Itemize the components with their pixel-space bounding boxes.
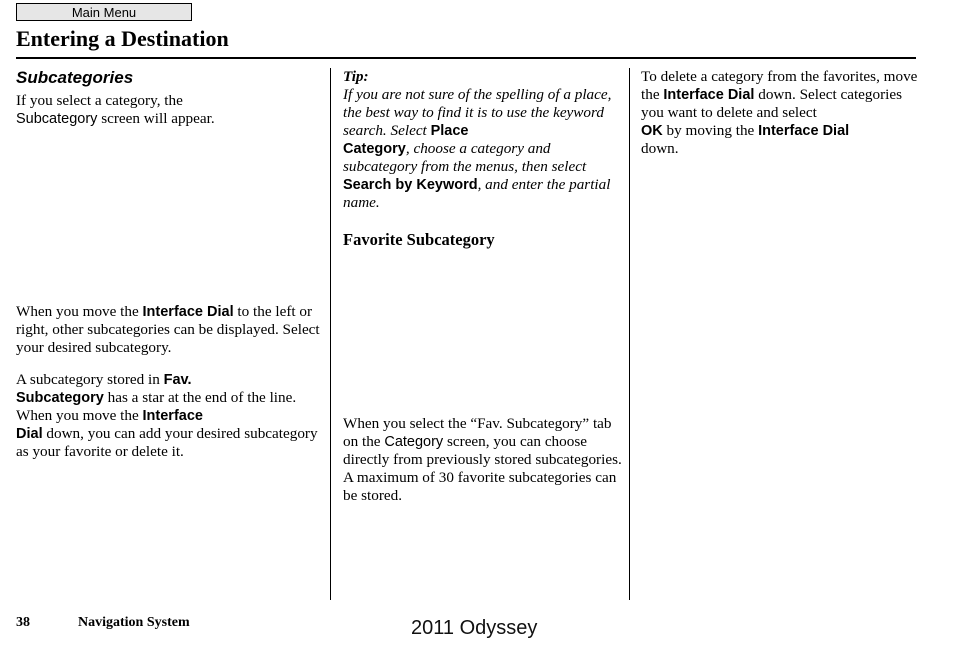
text: by moving the — [662, 122, 759, 139]
column-1-lower — [16, 303, 322, 461]
favorite-subcategory-heading: Favorite Subcategory — [343, 230, 495, 249]
term-interface-dial: Interface Dial — [142, 304, 234, 320]
text: down. — [641, 140, 679, 157]
text: If you are not sure of the spelling of a place, the best way to find it is to use the keyword search. Select — [343, 86, 612, 139]
tip-label: Tip: — [343, 68, 369, 85]
term-ok: OK — [641, 123, 663, 139]
column-2-lower — [343, 415, 625, 505]
term-interface: Interface — [142, 408, 203, 424]
footer-model-label: 2011 Odyssey — [411, 617, 538, 639]
text: , choose a category and subcategory from the menus, then select — [343, 140, 587, 175]
title-divider — [16, 57, 916, 59]
paragraph-interface-dial — [16, 303, 322, 357]
text: to — [233, 303, 250, 320]
term-fav: Fav. — [163, 372, 192, 388]
text: down. Select categories you want to delete and select — [641, 86, 903, 121]
text: , and enter the partial name. — [343, 176, 611, 211]
column-1 — [16, 68, 322, 128]
footer-section-title: Navigation System — [78, 615, 190, 630]
term-category-screen: Category — [384, 434, 444, 450]
column-3 — [641, 68, 921, 158]
text: down, you can add your desired subcategory as your favorite or delete it. — [16, 425, 318, 460]
term-subcategory-bold: Subcategory — [16, 390, 104, 406]
page-title: Entering a Destination — [16, 26, 229, 51]
term-dial: Dial — [16, 426, 43, 442]
column-2 — [343, 68, 625, 250]
column-divider-1 — [330, 68, 331, 600]
text: screen will appear. — [97, 110, 215, 127]
page-number: 38 — [16, 615, 30, 630]
text: To delete a category from the favorites, move the — [641, 68, 918, 103]
text: the left or right, other subcategories can be displayed. Select your desired subcategory. — [16, 303, 320, 356]
tip-body — [343, 86, 625, 212]
column-divider-2 — [629, 68, 630, 600]
text: When you select the “Fav. Subcategory” tab on the — [343, 415, 612, 450]
paragraph-fav-tab — [343, 415, 625, 505]
term-place: Place — [430, 123, 469, 139]
term-category: Category — [343, 141, 406, 157]
text: If you select a category, the — [16, 92, 183, 109]
text: A subcategory stored in — [16, 371, 164, 388]
term-interface-dial-2: Interface Dial — [758, 123, 850, 139]
text: has a star at the end of the line. When you move the — [16, 389, 297, 424]
paragraph-intro — [16, 92, 322, 128]
term-subcategory: Subcategory — [16, 111, 98, 127]
main-menu-button[interactable]: Main Menu — [16, 3, 192, 21]
section-heading-subcategories: Subcategories — [16, 68, 134, 87]
text: screen, you can choose directly from previously stored subcategories. A maximum of 30 favorite subcategories can be stored. — [343, 433, 622, 504]
paragraph-fav-subcategory — [16, 371, 322, 461]
text: When you move the — [16, 303, 143, 320]
paragraph-delete-category — [641, 68, 921, 158]
term-interface-dial: Interface Dial — [663, 87, 755, 103]
term-search-by-keyword: Search by Keyword — [343, 177, 478, 193]
